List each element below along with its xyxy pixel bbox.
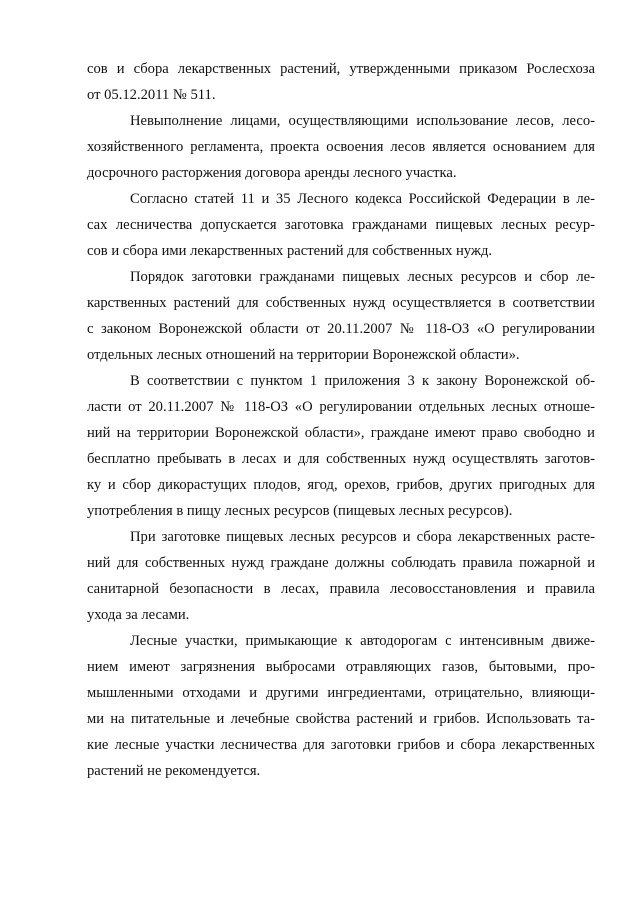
- text-line: ласти от 20.11.2007 № 118-ОЗ «О регулировании отдельных лесных отноше-: [87, 399, 595, 415]
- text-line: сов и сбора лекарственных растений, утвержденными приказом Рослесхоза: [87, 61, 595, 77]
- text-line: Невыполнение лицами, осуществляющими использование лесов, лесо-: [130, 113, 595, 129]
- text-line: санитарной безопасности в лесах, правила лесовосстановления и правила: [87, 581, 595, 597]
- text-line: ний на территории Воронежской области», граждане имеют право свободно и: [87, 425, 595, 441]
- text-line: В соответствии с пунктом 1 приложения 3 к закону Воронежской об-: [130, 373, 595, 389]
- text-line: употребления в пищу лесных ресурсов (пищевых лесных ресурсов).: [87, 503, 513, 519]
- text-line: хозяйственного регламента, проекта освоения лесов является основанием для: [87, 139, 595, 155]
- text-line: карственных растений для собственных нужд осуществляется в соответствии: [87, 295, 595, 311]
- text-line: сов и сбора ими лекарственных растений для собственных нужд.: [87, 243, 493, 259]
- text-line: При заготовке пищевых лесных ресурсов и сбора лекарственных расте-: [130, 529, 595, 545]
- paragraph-6: [87, 524, 595, 628]
- text-line: с законом Воронежской области от 20.11.2007 № 118-ОЗ «О регулировании: [87, 321, 595, 337]
- text-line: Порядок заготовки гражданами пищевых лесных ресурсов и сбор ле-: [130, 269, 595, 285]
- paragraph-3: [87, 186, 595, 264]
- paragraph-4: [87, 264, 595, 368]
- document-body: [87, 56, 595, 784]
- text-line: от 05.12.2011 № 511.: [87, 87, 216, 103]
- text-line: нием имеют загрязнения выбросами отравляющих газов, бытовыми, про-: [87, 659, 595, 675]
- text-line: сах лесничества допускается заготовка гражданами пищевых лесных ресур-: [87, 217, 595, 233]
- paragraph-7: [87, 628, 595, 784]
- text-line: ний для собственных нужд граждане должны соблюдать правила пожарной и: [87, 555, 595, 571]
- text-line: отдельных лесных отношений на территории Воронежской области».: [87, 347, 520, 363]
- text-line: ми на питательные и лечебные свойства растений и грибов. Использовать та-: [87, 711, 595, 727]
- text-line: досрочного расторжения договора аренды лесного участка.: [87, 165, 457, 181]
- text-line: бесплатно пребывать в лесах и для собственных нужд осуществлять заготов-: [87, 451, 595, 467]
- text-line: Лесные участки, примыкающие к автодорогам с интенсивным движе-: [130, 633, 595, 649]
- text-line: ухода за лесами.: [87, 607, 190, 623]
- text-line: ку и сбор дикорастущих плодов, ягод, орехов, грибов, других пригодных для: [87, 477, 595, 493]
- text-line: кие лесные участки лесничества для заготовки грибов и сбора лекарственных: [87, 737, 595, 753]
- text-line: Согласно статей 11 и 35 Лесного кодекса Российской Федерации в ле-: [130, 191, 595, 207]
- paragraph-2: [87, 108, 595, 186]
- text-line: растений не рекомендуется.: [87, 763, 261, 779]
- paragraph-1: [87, 56, 595, 108]
- text-line: мышленными отходами и другими ингредиентами, отрицательно, влияющи-: [87, 685, 595, 701]
- paragraph-5: [87, 368, 595, 524]
